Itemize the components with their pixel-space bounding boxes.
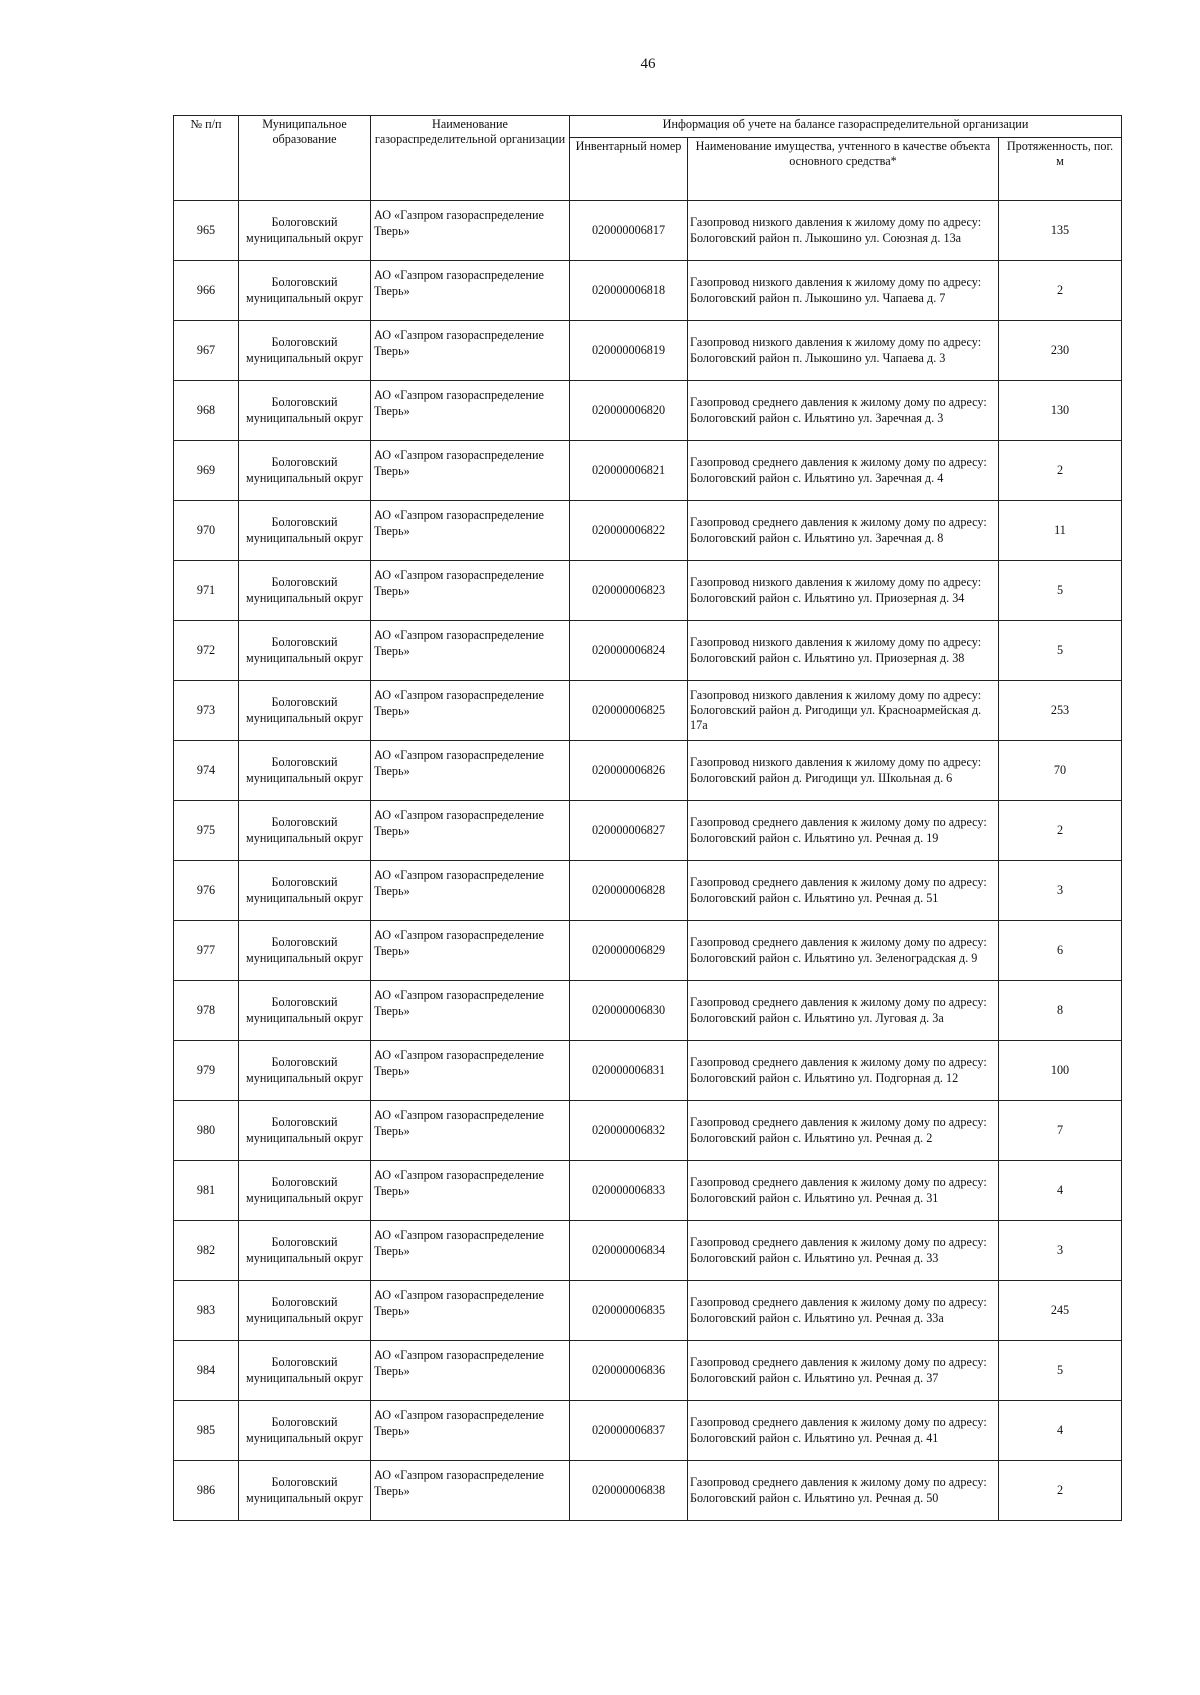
row-number (174, 501, 239, 561)
row-number-text: 983 (196, 1302, 216, 1317)
municipality-cell (239, 321, 371, 381)
length-cell-text: 3 (1056, 1242, 1064, 1257)
row-number-text: 985 (196, 1422, 216, 1437)
object-description-cell-text: Газопровод среднего давления к жилому дому по адресу: Бологовский район с. Ильятино ул. Речная д. 2 (690, 1115, 987, 1145)
organization-cell-text: АО «Газпром газораспределение Тверь» (374, 1048, 544, 1078)
inventory-number-cell-text: 020000006830 (591, 1002, 666, 1017)
row-number (174, 321, 239, 381)
municipality-cell-text: Бологовский муниципальный округ (246, 1295, 363, 1325)
organization-cell (371, 561, 570, 621)
length-cell (999, 1221, 1122, 1281)
municipality-cell-text: Бологовский муниципальный округ (246, 1235, 363, 1265)
inventory-number-cell (570, 801, 688, 861)
length-cell (999, 621, 1122, 681)
organization-cell (371, 621, 570, 681)
row-number-text: 966 (196, 282, 216, 297)
municipality-cell-text: Бологовский муниципальный округ (246, 935, 363, 965)
row-number (174, 381, 239, 441)
inventory-number-cell (570, 621, 688, 681)
municipality-cell (239, 1101, 371, 1161)
object-description-cell-text: Газопровод среднего давления к жилому дому по адресу: Бологовский район с. Ильятино ул. Луговая д. 3а (690, 995, 987, 1025)
inventory-number-cell-text: 020000006824 (591, 642, 666, 657)
municipality-cell (239, 621, 371, 681)
object-description-cell (688, 621, 999, 681)
length-cell (999, 681, 1122, 741)
object-description-cell (688, 1461, 999, 1521)
inventory-number-cell (570, 321, 688, 381)
page-number: 46 (640, 56, 656, 72)
municipality-cell (239, 741, 371, 801)
length-cell (999, 381, 1122, 441)
length-cell (999, 801, 1122, 861)
row-number (174, 561, 239, 621)
object-description-cell-text: Газопровод среднего давления к жилому дому по адресу: Бологовский район с. Ильятино ул. Речная д. 51 (690, 875, 987, 905)
object-description-cell (688, 981, 999, 1041)
length-cell (999, 981, 1122, 1041)
inventory-number-cell (570, 261, 688, 321)
municipality-cell (239, 861, 371, 921)
municipality-cell (239, 1041, 371, 1101)
organization-cell-text: АО «Газпром газораспределение Тверь» (374, 1468, 544, 1498)
object-description-cell (688, 861, 999, 921)
organization-cell-text: АО «Газпром газораспределение Тверь» (374, 1348, 544, 1378)
length-cell-text: 4 (1056, 1422, 1064, 1437)
object-description-cell-text: Газопровод среднего давления к жилому дому по адресу: Бологовский район с. Ильятино ул. Заречная д. 4 (690, 455, 987, 485)
municipality-cell-text: Бологовский муниципальный округ (246, 575, 363, 605)
object-description-cell (688, 381, 999, 441)
object-description-cell (688, 201, 999, 261)
length-cell (999, 441, 1122, 501)
table-row (174, 501, 1122, 561)
municipality-cell-text: Бологовский муниципальный округ (246, 1055, 363, 1085)
municipality-cell (239, 1281, 371, 1341)
table-row (174, 801, 1122, 861)
inventory-number-cell (570, 861, 688, 921)
object-description-cell (688, 1101, 999, 1161)
municipality-cell-text: Бологовский муниципальный округ (246, 995, 363, 1025)
object-description-cell (688, 441, 999, 501)
object-description-cell-text: Газопровод среднего давления к жилому дому по адресу: Бологовский район с. Ильятино ул. Речная д. 33 (690, 1235, 987, 1265)
length-cell-text: 2 (1056, 1482, 1064, 1497)
object-description-cell (688, 561, 999, 621)
municipality-cell-text: Бологовский муниципальный округ (246, 1415, 363, 1445)
municipality-cell (239, 261, 371, 321)
organization-cell-text: АО «Газпром газораспределение Тверь» (374, 628, 544, 658)
inventory-number-cell-text: 020000006828 (591, 882, 666, 897)
table-row (174, 621, 1122, 681)
length-cell-text: 230 (1050, 342, 1070, 357)
row-number (174, 1281, 239, 1341)
table-row (174, 1281, 1122, 1341)
object-description-cell (688, 261, 999, 321)
municipality-cell-text: Бологовский муниципальный округ (246, 755, 363, 785)
object-description-cell-text: Газопровод низкого давления к жилому дому по адресу: Бологовский район п. Лыкошино ул. Чапаева д. 7 (690, 275, 982, 305)
length-cell-text: 130 (1050, 402, 1070, 417)
organization-cell (371, 441, 570, 501)
row-number (174, 1461, 239, 1521)
organization-cell (371, 381, 570, 441)
object-description-cell-text: Газопровод среднего давления к жилому дому по адресу: Бологовский район с. Ильятино ул. Речная д. 50 (690, 1475, 987, 1505)
municipality-cell-text: Бологовский муниципальный округ (246, 1115, 363, 1145)
row-number-text: 971 (196, 582, 216, 597)
organization-cell-text: АО «Газпром газораспределение Тверь» (374, 808, 544, 838)
header-inventory: Инвентарный номер (570, 138, 688, 201)
organization-cell (371, 1221, 570, 1281)
organization-cell-text: АО «Газпром газораспределение Тверь» (374, 1108, 544, 1138)
inventory-number-cell (570, 381, 688, 441)
table-row (174, 681, 1122, 741)
organization-cell (371, 861, 570, 921)
property-register-table (173, 115, 1122, 1521)
row-number-text: 979 (196, 1062, 216, 1077)
table-row (174, 321, 1122, 381)
row-number-text: 972 (196, 642, 216, 657)
municipality-cell-text: Бологовский муниципальный округ (246, 815, 363, 845)
municipality-cell (239, 1401, 371, 1461)
inventory-number-cell-text: 020000006835 (591, 1302, 666, 1317)
organization-cell (371, 1461, 570, 1521)
organization-cell-text: АО «Газпром газораспределение Тверь» (374, 448, 544, 478)
municipality-cell (239, 921, 371, 981)
table-row (174, 1101, 1122, 1161)
organization-cell (371, 921, 570, 981)
length-cell (999, 501, 1122, 561)
length-cell-text: 8 (1056, 1002, 1064, 1017)
organization-cell (371, 1401, 570, 1461)
municipality-cell (239, 1161, 371, 1221)
inventory-number-cell (570, 681, 688, 741)
length-cell-text: 3 (1056, 882, 1064, 897)
municipality-cell (239, 441, 371, 501)
inventory-number-cell (570, 1341, 688, 1401)
row-number-text: 981 (196, 1182, 216, 1197)
inventory-number-cell-text: 020000006822 (591, 522, 666, 537)
object-description-cell (688, 1221, 999, 1281)
row-number-text: 986 (196, 1482, 216, 1497)
length-cell-text: 4 (1056, 1182, 1064, 1197)
organization-cell (371, 501, 570, 561)
row-number (174, 1221, 239, 1281)
length-cell-text: 6 (1056, 942, 1064, 957)
row-number-text: 965 (196, 222, 216, 237)
length-cell-text: 7 (1056, 1122, 1064, 1137)
organization-cell-text: АО «Газпром газораспределение Тверь» (374, 1408, 544, 1438)
row-number-text: 977 (196, 942, 216, 957)
object-description-cell (688, 1281, 999, 1341)
organization-cell (371, 741, 570, 801)
length-cell (999, 1041, 1122, 1101)
organization-cell (371, 981, 570, 1041)
municipality-cell-text: Бологовский муниципальный округ (246, 395, 363, 425)
length-cell-text: 5 (1056, 1362, 1064, 1377)
row-number-text: 976 (196, 882, 216, 897)
table-row (174, 981, 1122, 1041)
municipality-cell-text: Бологовский муниципальный округ (246, 455, 363, 485)
length-cell (999, 861, 1122, 921)
table-row (174, 1341, 1122, 1401)
inventory-number-cell-text: 020000006827 (591, 822, 666, 837)
municipality-cell-text: Бологовский муниципальный округ (246, 335, 363, 365)
inventory-number-cell (570, 201, 688, 261)
organization-cell-text: АО «Газпром газораспределение Тверь» (374, 388, 544, 418)
municipality-cell (239, 561, 371, 621)
municipality-cell-text: Бологовский муниципальный округ (246, 1475, 363, 1505)
table-row (174, 1221, 1122, 1281)
object-description-cell-text: Газопровод среднего давления к жилому дому по адресу: Бологовский район с. Ильятино ул. Речная д. 37 (690, 1355, 987, 1385)
municipality-cell (239, 801, 371, 861)
row-number (174, 1161, 239, 1221)
table-row (174, 441, 1122, 501)
table-row (174, 861, 1122, 921)
organization-cell (371, 201, 570, 261)
inventory-number-cell-text: 020000006829 (591, 942, 666, 957)
organization-cell (371, 261, 570, 321)
length-cell-text: 2 (1056, 282, 1064, 297)
row-number-text: 970 (196, 522, 216, 537)
row-number (174, 1401, 239, 1461)
row-number-text: 984 (196, 1362, 216, 1377)
inventory-number-cell (570, 561, 688, 621)
table-row (174, 1041, 1122, 1101)
row-number (174, 681, 239, 741)
row-number-text: 973 (196, 702, 216, 717)
object-description-cell (688, 921, 999, 981)
length-cell-text: 2 (1056, 822, 1064, 837)
municipality-cell (239, 201, 371, 261)
object-description-cell-text: Газопровод среднего давления к жилому дому по адресу: Бологовский район с. Ильятино ул. Зеленоградская д. 9 (690, 935, 987, 965)
object-description-cell (688, 1041, 999, 1101)
organization-cell (371, 681, 570, 741)
organization-cell (371, 1341, 570, 1401)
municipality-cell-text: Бологовский муниципальный округ (246, 695, 363, 725)
organization-cell-text: АО «Газпром газораспределение Тверь» (374, 868, 544, 898)
inventory-number-cell-text: 020000006820 (591, 402, 666, 417)
object-description-cell (688, 1161, 999, 1221)
length-cell (999, 1161, 1122, 1221)
length-cell (999, 1401, 1122, 1461)
table-body (174, 201, 1122, 1521)
length-cell-text: 5 (1056, 582, 1064, 597)
table-row (174, 1401, 1122, 1461)
municipality-cell (239, 681, 371, 741)
municipality-cell-text: Бологовский муниципальный округ (246, 635, 363, 665)
organization-cell (371, 1101, 570, 1161)
row-number (174, 201, 239, 261)
organization-cell-text: АО «Газпром газораспределение Тверь» (374, 508, 544, 538)
inventory-number-cell (570, 1461, 688, 1521)
organization-cell-text: АО «Газпром газораспределение Тверь» (374, 928, 544, 958)
inventory-number-cell (570, 1401, 688, 1461)
municipality-cell-text: Бологовский муниципальный округ (246, 1355, 363, 1385)
table-row (174, 921, 1122, 981)
length-cell (999, 201, 1122, 261)
row-number (174, 921, 239, 981)
inventory-number-cell-text: 020000006817 (591, 222, 666, 237)
organization-cell (371, 321, 570, 381)
organization-cell-text: АО «Газпром газораспределение Тверь» (374, 688, 544, 718)
municipality-cell (239, 1461, 371, 1521)
object-description-cell (688, 1341, 999, 1401)
header-object: Наименование имущества, учтенного в качестве объекта основного средства* (688, 138, 999, 201)
row-number-text: 982 (196, 1242, 216, 1257)
inventory-number-cell-text: 020000006825 (591, 702, 666, 717)
inventory-number-cell (570, 1041, 688, 1101)
row-number (174, 861, 239, 921)
object-description-cell-text: Газопровод среднего давления к жилому дому по адресу: Бологовский район с. Ильятино ул. Заречная д. 3 (690, 395, 987, 425)
organization-cell-text: АО «Газпром газораспределение Тверь» (374, 268, 544, 298)
length-cell (999, 1341, 1122, 1401)
object-description-cell (688, 741, 999, 801)
row-number-text: 969 (196, 462, 216, 477)
inventory-number-cell (570, 741, 688, 801)
length-cell (999, 921, 1122, 981)
inventory-number-cell-text: 020000006837 (591, 1422, 666, 1437)
object-description-cell (688, 321, 999, 381)
length-cell-text: 100 (1050, 1062, 1070, 1077)
object-description-cell (688, 681, 999, 741)
row-number (174, 1101, 239, 1161)
object-description-cell-text: Газопровод низкого давления к жилому дому по адресу: Бологовский район п. Лыкошино ул. Чапаева д. 3 (690, 335, 982, 365)
row-number (174, 1041, 239, 1101)
inventory-number-cell-text: 020000006819 (591, 342, 666, 357)
object-description-cell-text: Газопровод среднего давления к жилому дому по адресу: Бологовский район с. Ильятино ул. Речная д. 19 (690, 815, 987, 845)
organization-cell-text: АО «Газпром газораспределение Тверь» (374, 1228, 544, 1258)
length-cell-text: 5 (1056, 642, 1064, 657)
object-description-cell (688, 1401, 999, 1461)
inventory-number-cell-text: 020000006832 (591, 1122, 666, 1137)
row-number (174, 801, 239, 861)
municipality-cell-text: Бологовский муниципальный округ (246, 275, 363, 305)
length-cell-text: 135 (1050, 222, 1070, 237)
object-description-cell (688, 801, 999, 861)
organization-cell-text: АО «Газпром газораспределение Тверь» (374, 568, 544, 598)
header-num: № п/п (174, 116, 239, 201)
municipality-cell (239, 501, 371, 561)
organization-cell (371, 1281, 570, 1341)
inventory-number-cell (570, 501, 688, 561)
table-row (174, 201, 1122, 261)
inventory-number-cell-text: 020000006831 (591, 1062, 666, 1077)
municipality-cell (239, 381, 371, 441)
row-number (174, 741, 239, 801)
organization-cell (371, 801, 570, 861)
object-description-cell-text: Газопровод среднего давления к жилому дому по адресу: Бологовский район с. Ильятино ул. Подгорная д. 12 (690, 1055, 987, 1085)
organization-cell-text: АО «Газпром газораспределение Тверь» (374, 748, 544, 778)
row-number (174, 621, 239, 681)
row-number-text: 968 (196, 402, 216, 417)
object-description-cell-text: Газопровод низкого давления к жилому дому по адресу: Бологовский район д. Ригодищи ул. Красноармейская д. 17а (690, 687, 982, 733)
header-length: Протяженность, пог. м (999, 138, 1122, 201)
inventory-number-cell-text: 020000006821 (591, 462, 666, 477)
object-description-cell-text: Газопровод среднего давления к жилому дому по адресу: Бологовский район с. Ильятино ул. Заречная д. 8 (690, 515, 987, 545)
organization-cell-text: АО «Газпром газораспределение Тверь» (374, 208, 544, 238)
length-cell (999, 741, 1122, 801)
object-description-cell-text: Газопровод низкого давления к жилому дому по адресу: Бологовский район п. Лыкошино ул. Союзная д. 13а (690, 215, 982, 245)
length-cell-text: 245 (1050, 1302, 1070, 1317)
object-description-cell-text: Газопровод среднего давления к жилому дому по адресу: Бологовский район с. Ильятино ул. Речная д. 41 (690, 1415, 987, 1445)
table-row (174, 1161, 1122, 1221)
table-row (174, 741, 1122, 801)
table-row (174, 561, 1122, 621)
inventory-number-cell (570, 921, 688, 981)
header-municipality: Муниципальное образование (239, 116, 371, 201)
inventory-number-cell-text: 020000006834 (591, 1242, 666, 1257)
municipality-cell (239, 1221, 371, 1281)
inventory-number-cell-text: 020000006818 (591, 282, 666, 297)
municipality-cell (239, 1341, 371, 1401)
organization-cell-text: АО «Газпром газораспределение Тверь» (374, 1288, 544, 1318)
row-number-text: 967 (196, 342, 216, 357)
length-cell-text: 11 (1054, 522, 1066, 537)
header-balance-info: Информация об учете на балансе газораспределительной организации (570, 116, 1122, 138)
organization-cell-text: АО «Газпром газораспределение Тверь» (374, 1168, 544, 1198)
inventory-number-cell-text: 020000006838 (591, 1482, 666, 1497)
municipality-cell-text: Бологовский муниципальный округ (246, 215, 363, 245)
object-description-cell-text: Газопровод низкого давления к жилому дому по адресу: Бологовский район с. Ильятино ул. Приозерная д. 34 (690, 575, 982, 605)
inventory-number-cell-text: 020000006836 (591, 1362, 666, 1377)
organization-cell-text: АО «Газпром газораспределение Тверь» (374, 988, 544, 1018)
organization-cell-text: АО «Газпром газораспределение Тверь» (374, 328, 544, 358)
municipality-cell-text: Бологовский муниципальный округ (246, 875, 363, 905)
inventory-number-cell (570, 1221, 688, 1281)
row-number (174, 441, 239, 501)
row-number-text: 974 (196, 762, 216, 777)
inventory-number-cell (570, 981, 688, 1041)
organization-cell (371, 1161, 570, 1221)
row-number-text: 980 (196, 1122, 216, 1137)
municipality-cell-text: Бологовский муниципальный округ (246, 1175, 363, 1205)
object-description-cell-text: Газопровод среднего давления к жилому дому по адресу: Бологовский район с. Ильятино ул. Речная д. 31 (690, 1175, 987, 1205)
table-row (174, 381, 1122, 441)
inventory-number-cell-text: 020000006823 (591, 582, 666, 597)
length-cell (999, 1461, 1122, 1521)
object-description-cell-text: Газопровод среднего давления к жилому дому по адресу: Бологовский район с. Ильятино ул. Речная д. 33а (690, 1295, 987, 1325)
inventory-number-cell (570, 441, 688, 501)
length-cell (999, 561, 1122, 621)
length-cell-text: 70 (1053, 762, 1067, 777)
row-number (174, 261, 239, 321)
table-row (174, 1461, 1122, 1521)
municipality-cell (239, 981, 371, 1041)
inventory-number-cell (570, 1161, 688, 1221)
inventory-number-cell-text: 020000006833 (591, 1182, 666, 1197)
length-cell (999, 321, 1122, 381)
row-number (174, 1341, 239, 1401)
inventory-number-cell (570, 1281, 688, 1341)
length-cell (999, 261, 1122, 321)
object-description-cell-text: Газопровод низкого давления к жилому дому по адресу: Бологовский район д. Ригодищи ул. Школьная д. 6 (690, 755, 982, 785)
length-cell-text: 2 (1056, 462, 1064, 477)
object-description-cell (688, 501, 999, 561)
length-cell-text: 253 (1050, 702, 1070, 717)
row-number-text: 978 (196, 1002, 216, 1017)
organization-cell (371, 1041, 570, 1101)
table-row (174, 261, 1122, 321)
inventory-number-cell (570, 1101, 688, 1161)
header-organization: Наименование газораспределительной организации (371, 116, 570, 201)
row-number (174, 981, 239, 1041)
length-cell (999, 1101, 1122, 1161)
row-number-text: 975 (196, 822, 216, 837)
inventory-number-cell-text: 020000006826 (591, 762, 666, 777)
object-description-cell-text: Газопровод низкого давления к жилому дому по адресу: Бологовский район с. Ильятино ул. Приозерная д. 38 (690, 635, 982, 665)
length-cell (999, 1281, 1122, 1341)
municipality-cell-text: Бологовский муниципальный округ (246, 515, 363, 545)
